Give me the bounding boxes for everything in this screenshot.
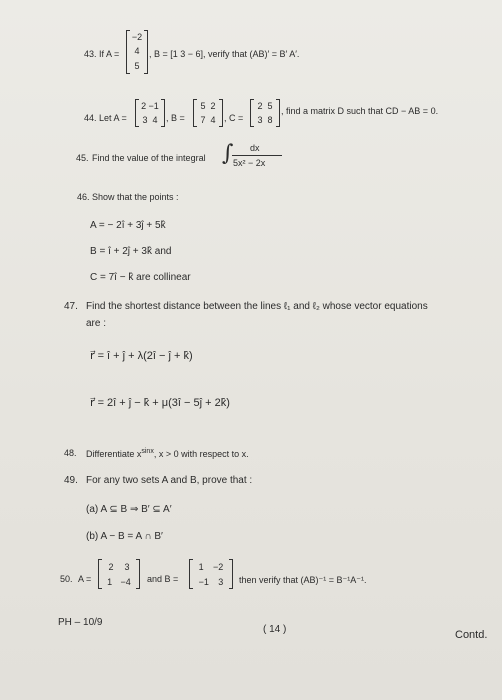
question-number: 46. xyxy=(77,192,90,202)
question-text: , find a matrix D such that CD − AB = 0. xyxy=(281,106,439,116)
question-number: 49. xyxy=(64,475,78,486)
point-c: C = 7î − k̂ are collinear xyxy=(90,272,191,283)
matrix-cell: −1 xyxy=(148,101,159,111)
part-a: (a) A ⊆ B ⇒ B′ ⊆ A′ xyxy=(86,504,172,515)
question-lead: A = xyxy=(78,574,92,584)
matrix-c-label: , C = xyxy=(224,113,244,123)
matrix-cell: −1 xyxy=(198,576,209,587)
matrix-cell: 2 xyxy=(108,561,114,572)
question-lead: Let A = xyxy=(99,113,127,123)
matrix-cell: −2 xyxy=(213,561,224,572)
continued-label: Contd. xyxy=(455,629,488,641)
matrix-cell: 7 xyxy=(200,115,206,125)
question-text: Show that the points : xyxy=(92,192,179,202)
question-number: 48. xyxy=(64,448,77,458)
matrix-cell: 8 xyxy=(267,115,273,125)
exponent: sinx xyxy=(141,448,154,455)
question-number: 44. xyxy=(84,113,97,123)
point-b: B = î + 2ĵ + 3k̂ and xyxy=(90,246,172,257)
question-text: Find the value of the integral xyxy=(92,153,206,163)
line-equation-2: r⃗ = 2î + ĵ − k̂ + μ(3î − 5ĵ + 2k̂) xyxy=(90,397,230,409)
question-text: , B = [1 3 − 6], verify that (AB)′ = B′ A′. xyxy=(149,49,300,59)
matrix-a xyxy=(126,30,148,74)
part-b: (b) A − B = A ∩ B′ xyxy=(86,531,163,542)
matrix-cell: 2 xyxy=(257,101,263,111)
matrix-cell: 5 xyxy=(200,101,206,111)
integral-denominator: 5x² − 2x xyxy=(233,158,266,168)
question-lead: If A = xyxy=(99,49,120,59)
matrix-cell: 2 xyxy=(210,101,216,111)
matrix-cell: 2 xyxy=(141,101,147,111)
matrix-b xyxy=(193,99,223,127)
text-pre: Differentiate x xyxy=(86,449,142,459)
matrix-b xyxy=(189,559,233,589)
matrix-b-label: , B = xyxy=(166,113,185,123)
matrix-cell: 3 xyxy=(142,115,148,125)
fraction-bar xyxy=(232,155,282,156)
question-text xyxy=(86,448,249,459)
matrix-cell: 4 xyxy=(210,115,216,125)
point-a: A = − 2î + 3ĵ + 5k̂ xyxy=(90,220,166,231)
question-text: Find the shortest distance between the lines ℓ₁ and ℓ₂ whose vector equations xyxy=(86,301,428,312)
question-number: 47. xyxy=(64,301,78,312)
question-text: For any two sets A and B, prove that : xyxy=(86,475,253,486)
question-text-continued: are : xyxy=(86,318,107,329)
matrix-cell: 4 xyxy=(134,46,140,57)
page-number: ( 14 ) xyxy=(263,624,287,635)
paper-code: PH – 10/9 xyxy=(58,617,103,628)
matrix-c xyxy=(250,99,280,127)
matrix-a xyxy=(135,99,165,127)
question-number: 43. xyxy=(84,49,97,59)
matrix-cell: 3 xyxy=(124,561,130,572)
line-equation-1: r⃗ = î + ĵ + λ(2î − ĵ + k̂) xyxy=(90,350,193,362)
matrix-cell: 1 xyxy=(107,576,113,587)
integral-numerator: dx xyxy=(250,143,260,153)
matrix-cell: 3 xyxy=(257,115,263,125)
integral-sign: ∫ xyxy=(222,141,234,166)
matrix-cell: 4 xyxy=(152,115,158,125)
question-text: then verify that (AB)⁻¹ = B⁻¹A⁻¹. xyxy=(239,575,367,585)
question-number: 45. xyxy=(76,153,89,163)
matrix-cell: 1 xyxy=(198,561,204,572)
text-post: , x > 0 with respect to x. xyxy=(153,449,249,459)
matrix-cell: 5 xyxy=(267,101,273,111)
matrix-cell: −2 xyxy=(131,31,143,42)
matrix-cell: 5 xyxy=(134,61,140,72)
matrix-a xyxy=(98,559,140,589)
matrix-b-label: and B = xyxy=(147,574,179,584)
question-number: 50. xyxy=(60,574,73,584)
matrix-cell: 3 xyxy=(218,576,224,587)
matrix-cell: −4 xyxy=(120,576,131,587)
